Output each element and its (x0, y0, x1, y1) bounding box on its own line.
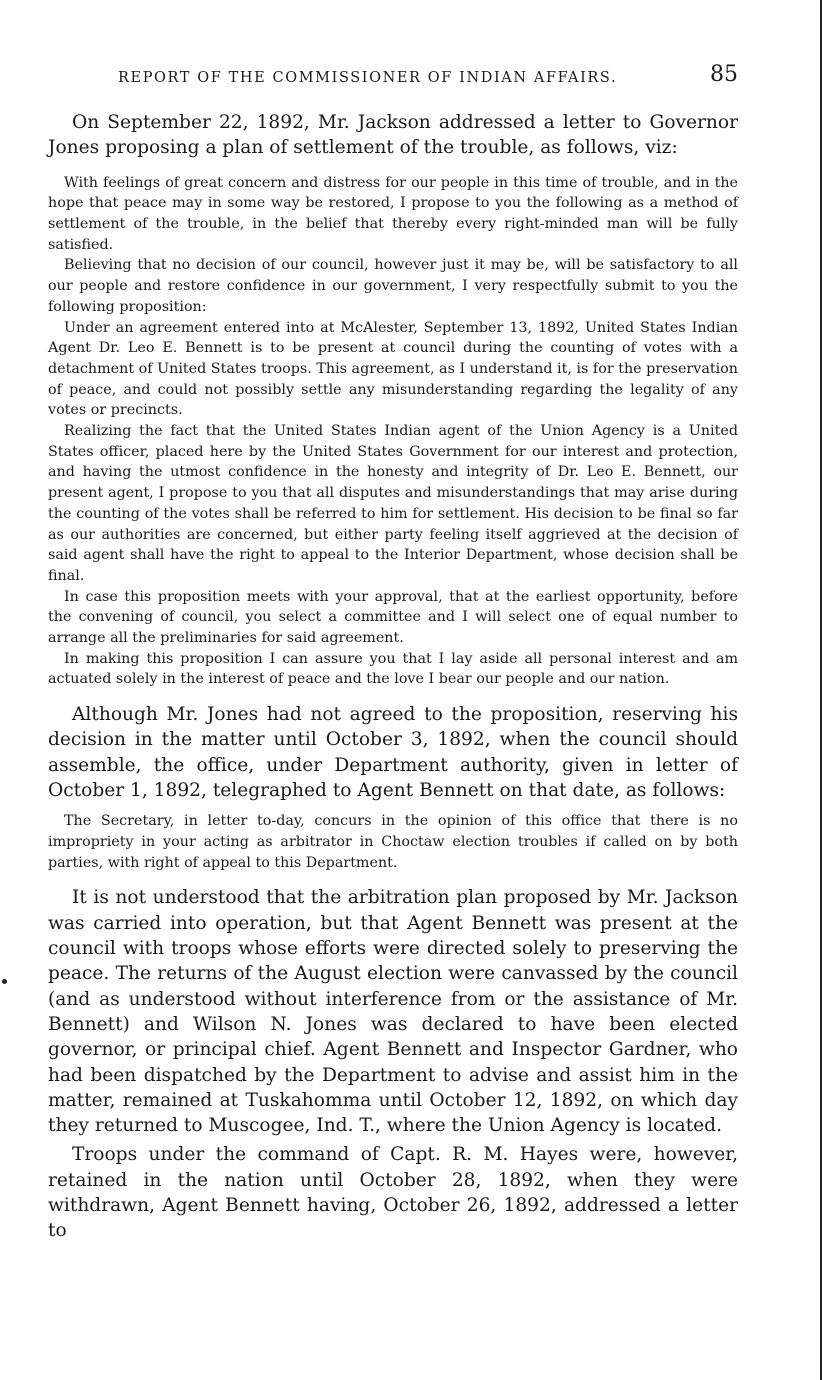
letter-paragraph: Realizing the fact that the United States Indian agent of the Union Agency is a United States officer, placed here by the United States Government for our interest and protection, and having the utmost confidence in the honesty and integrity of Dr. Leo E. Bennett, our present agent, I propose to you that all disputes and misunderstandings that may arise during the counting of the votes shall be referred to him for settlement. His decision to be final so far as our authorities are concerned, but either party feeling itself aggrieved at the decision of said agent shall have the right to appeal to the Interior Department, whose decision shall be final. (48, 423, 738, 584)
troops-paragraph: Troops under the command of Capt. R. M. Hayes were, however, retained in the nation until October 28, 1892, when they were withdrawn, Agent Bennett having, October 26, 1892, addressed a letter to (48, 1144, 738, 1242)
margin-mark (2, 979, 7, 984)
letter-paragraph: Believing that no decision of our council, however just it may be, will be satisfactory to all our people and restore confidence in our government, I very respectfully submit to you the following proposition: (48, 257, 738, 315)
letter-paragraph: Under an agreement entered into at McAlester, September 13, 1892, United States Indian Agent Dr. Leo E. Bennett is to be present at council during the counting of votes with a detachment of United States troops. This agreement, as I understand it, is for the preservation of peace, and could not possibly settle any misunderstanding regarding the legality of any votes or precincts. (48, 319, 738, 419)
letter-paragraph: With feelings of great concern and distress for our people in this time of trouble, and in the hope that peace may in some way be restored, I propose to you the following as a method of settlement of the trouble, in the belief that thereby every right-minded man will be fully satisfied. (48, 174, 738, 253)
telegram-intro-paragraph: Although Mr. Jones had not agreed to the proposition, reserving his decision in the matter until October 3, 1892, when the council should assemble, the office, under Department authority, given in letter of October 1, 1892, telegraphed to Agent Bennett on that date, as follows: (48, 704, 738, 802)
letter-paragraph: In making this proposition I can assure you that I lay aside all personal interest and am actuated solely in the interest of peace and the love I bear our people and our nation. (48, 650, 738, 688)
page-number: 85 (710, 62, 738, 87)
page-edge-line (820, 0, 822, 1380)
quoted-letter (48, 173, 738, 691)
telegram-quote: The Secretary, in letter to-day, concurs in the opinion of this office that there is no impropriety in your acting as arbitrator in Choctaw election troubles if called on by both parties, with right of appeal to this Department. (48, 813, 738, 871)
running-head (118, 62, 738, 90)
arbitration-paragraph: It is not understood that the arbitration plan proposed by Mr. Jackson was carried into operation, but that Agent Bennett was present at the council with troops whose efforts were directed solely to preserving the peace. The returns of the August election were canvassed by the council (and as understood without interference from or the assistance of Mr. Bennett) and Wilson N. Jones was declared to have been elected governor, or principal chief. Agent Bennett and Inspector Gardner, who had been dispatched by the Department to advise and assist him in the matter, remained at Tuskahomma until October 12, 1892, on which day they returned to Muscogee, Ind. T., where the Union Agency is located. (48, 887, 738, 1137)
running-title: REPORT OF THE COMMISSIONER OF INDIAN AFFAIRS. (118, 70, 618, 86)
intro-paragraph: On September 22, 1892, Mr. Jackson addressed a letter to Governor Jones proposing a plan of settlement of the trouble, as follows, viz: (48, 112, 738, 159)
page-body (48, 110, 738, 1244)
letter-paragraph: In case this proposition meets with your approval, that at the earliest opportunity, before the convening of council, you select a committee and I will select one of equal number to arrange all the preliminaries for said agreement. (48, 588, 738, 647)
